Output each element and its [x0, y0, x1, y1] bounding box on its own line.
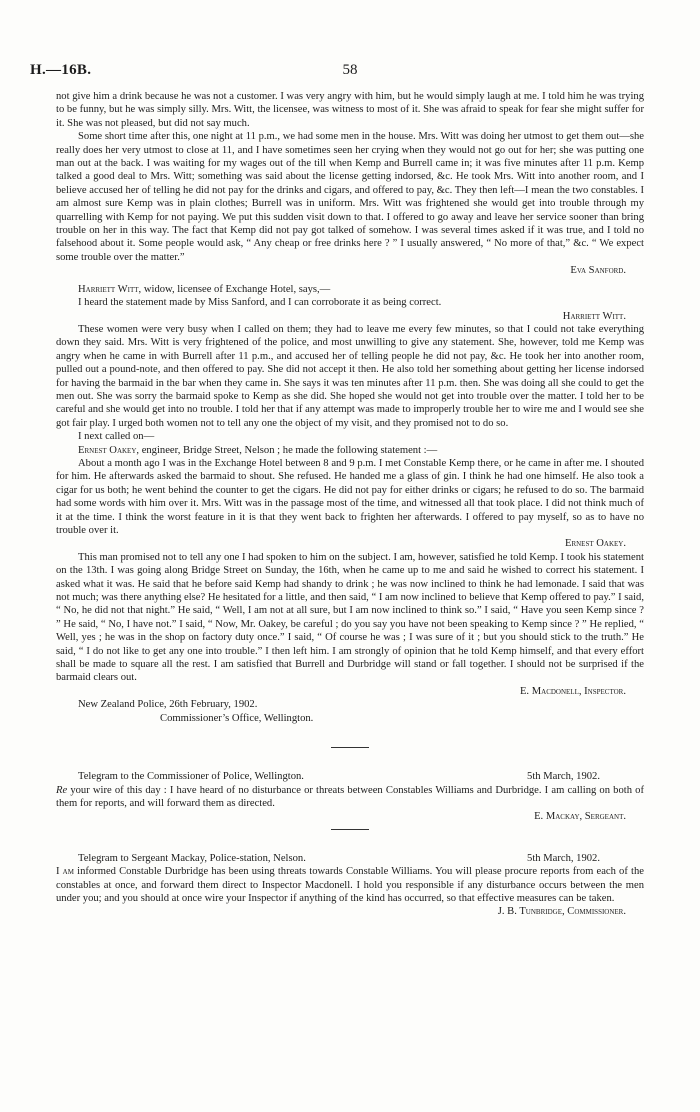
telegram-2-body: I am informed Constable Durbridge has been using threats towards Constable Williams. You will please procure reports from each of the constables at once, and forward them direct to Inspector Macdonell. I hold you responsible if any disturbance occurs between the men under you; and you should at once wire your Inspector if anything of the kind has occurred, so that effective measures can be taken. [56, 866, 644, 904]
next-called: I next called on— [78, 431, 155, 443]
page-header [30, 62, 670, 82]
telegram-1-date: 5th March, 1902. [527, 771, 600, 783]
signature-mackay: E. Mackay, Sergeant. [534, 811, 626, 823]
telegram-1-heading: Telegram to the Commissioner of Police, Wellington. 5th March, 1902. [56, 770, 644, 783]
page-number: 58 [342, 62, 358, 78]
signature-ernest-oakey: Ernest Oakey. [564, 538, 626, 550]
witt-statement: I heard the statement made by Miss Sanford, and I can corroborate it as being correct. [78, 297, 442, 309]
signature-macdonell: E. Macdonell, Inspector. [519, 685, 626, 697]
paragraph-sanford-2: Some short time after this, one night at 11 p.m., we had some men in the house. Mrs. Witt was doing her utmost to get them out—she really does her very utmost to close at 11, and I have sometimes seen her crying when they would not go out for her; she was putting one man out at the back. I was waiting for my wages out of the till when Kemp and Burrell came in; it was five minutes after 11 p.m. Kemp talked a good deal to Mrs. Witt; something was said about the license getting indorsed, &c. He took Mrs. Witt into another room, and I believe accused her of telling he did not pay for the drinks and cigars, and offered to pay, &c. They then left—I mean the two constables. I am almost sure Kemp was in plain clothes; Burrell was in uniform. Mrs. Witt was frightened she would get into trouble through my quarrelling with Kemp for not paying. We put this sudden visit down to that. I offered to go away and leave her service sooner than bring trouble on her in this way. The fact that Kemp did not pay got talked of somehow. I was several times asked if it was true, and I told no falsehood about it. Some people would ask, “ Any cheap or free drinks here ? ” I usually answered, “ No more of that,” &c. “ We expect some trouble over the matter.” [56, 131, 644, 263]
section-reference: H.—16B. [30, 62, 92, 78]
document-body [56, 90, 644, 919]
witt-intro: Harriett Witt, widow, licensee of Exchange Hotel, says,— [78, 283, 331, 295]
telegram-2-date: 5th March, 1902. [527, 852, 600, 864]
paragraph-oakey: About a month ago I was in the Exchange Hotel between 8 and 9 p.m. I met Constable Kemp there, or he came in after me. I shouted for him. He afterwards asked the barmaid to shout. She refused. He handed me a glass of gin. I think he had one himself. He also took a cigar for us both; he went behind the counter to get the cigars. He did not pay for either drinks or cigars; he refused to do so. The barmaid had some words with him over it. Mrs. Witt was in the passage most of the time, and witnessed all that took place. I did not think much of it at the time. I think the worst feature in it is that they went back to frighten her afterwards. I offered to pay myself, so as to have no trouble over it. [56, 457, 644, 536]
signature-harriett-witt: Harriett Witt. [562, 310, 626, 322]
oakey-intro: Ernest Oakey, engineer, Bridge Street, Nelson ; he made the following statement :— [78, 444, 438, 456]
paragraph-inspector-1: These women were very busy when I called on them; they had to leave me every few minutes, so that I could not take everything down they said. Mrs. Witt is very frightened of the police, and most unwilling to give any statement. She, however, told me Kemp was angry when he came in with Burrell after 11 p.m., and accused her of telling people he did not pay, &c. He took her into another room, pulled out a pound-note, and then offered to pay. She did not accept it then. He also told her something about getting her license indorsed for having the barmaid in the bar when they came in. She says it was ten minutes after 11 p.m. then. She was doing all she could to get the men out. She was sorry the barmaid spoke to Kemp as she did. She hoped she would not get into trouble over the matter. I told her to be careful and she would get into no trouble. I told her that if any attempt was made to improperly trouble her to wire me and I would see she got fair play. I urged both women not to tell any one the object of my visit, and they promised not to do so. [56, 323, 644, 429]
paragraph-sanford-1: not give him a drink because he was not a customer. I was very angry with him, but he would simply laugh at me. I told him he was trying to be funny, but he was simply silly. Mrs. Witt, the licensee, was witness to most of it. She was afraid to speak for fear she might suffer for it. She was not pleased, but did not say much. [56, 91, 644, 129]
telegram-2-heading: Telegram to Sergeant Mackay, Police-station, Nelson. 5th March, 1902. [56, 852, 644, 865]
place-date: New Zealand Police, 26th February, 1902. [78, 699, 258, 711]
paragraph-inspector-2: This man promised not to tell any one I had spoken to him on the subject. I am, however, satisfied he told Kemp. I took his statement on the 13th. I was going along Bridge Street on Sunday, the 16th, when he came up to me and said he wished to correct his statement. I asked what it was. He said that he before said Kemp had shandy to drink ; he was now inclined to think he had lemonade. I said that was not much; was there anything else? He hesitated for a little, and then said, “ I am now inclined to believe that Kemp offered to pay.” I said, “ No, he did not that night.” He said, “ Well, I am not at all sure, but I am now inclined to think so.” I said, “ Have you seen Kemp since ? ” He said, “ No, I have not.” I said, “ Now, Mr. Oakey, be careful ; do you say you have not been speaking to Kemp since ? ” He replied, “ Well, yes ; he was in the shop on factory duty once.” I said, “ Of course he was ; I was sure of it ; but you should stick to the truth.” He said, “ I do not like to get any one into trouble.” I then left him. I am strongly of opinion that he told Kemp himself, and that every effort shall be made to square all the rest. I am satisfied that Burrell and Durbridge will stand or fall together. I should not be surprised if the barmaid clears out. [56, 551, 644, 684]
signature-tunbridge: J. B. Tunbridge, Commissioner. [497, 906, 626, 918]
signature-eva-sanford: Eva Sanford. [570, 265, 626, 277]
witt-name: Harriett Witt [78, 283, 139, 295]
oakey-name: Ernest Oakey [78, 444, 137, 456]
office-line: Commissioner’s Office, Wellington. [160, 712, 314, 724]
telegram-1-body: Re your wire of this day : I have heard of no disturbance or threats between Constables Williams and Durbridge. I am calling on both of them for reports, and will forward them as directed. [56, 784, 644, 809]
